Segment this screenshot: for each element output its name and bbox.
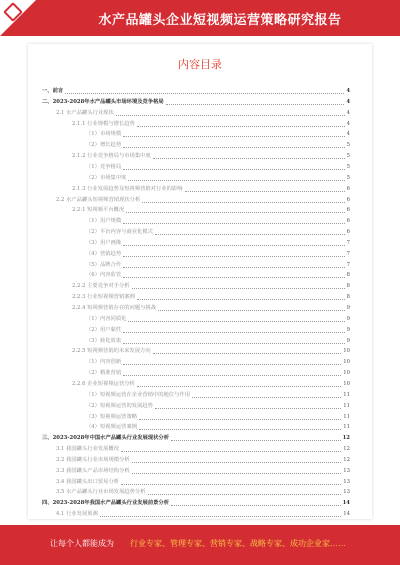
toc-entry-title: （4）短视频运营案例 bbox=[86, 424, 138, 431]
toc-entry[interactable] bbox=[86, 412, 350, 423]
toc-entry-page: 9 bbox=[346, 326, 350, 333]
toc-entry-title: 2.2.6 企业短视频运营分析 bbox=[72, 380, 135, 387]
toc-entry[interactable] bbox=[72, 119, 350, 130]
toc-entry-title: 一、前言 bbox=[42, 88, 64, 94]
toc-entry[interactable] bbox=[72, 281, 350, 292]
toc-entry-page: 14 bbox=[343, 511, 350, 518]
toc-entry-page: 11 bbox=[343, 391, 350, 398]
toc-entry-page: 11 bbox=[343, 424, 350, 431]
toc-leader-dots bbox=[171, 433, 341, 441]
toc-entry[interactable] bbox=[72, 151, 350, 162]
toc-entry-title: 三、2023-2028年中国水产品罐头行业发展现状分析 bbox=[42, 435, 170, 442]
toc-leader-dots bbox=[123, 270, 344, 278]
toc-leader-dots bbox=[65, 86, 344, 94]
toc-entry[interactable] bbox=[56, 487, 350, 498]
toc-entry-page: 9 bbox=[346, 315, 350, 322]
toc-entry-title: 2.2.2 主要竞争对手分析 bbox=[72, 283, 130, 290]
toc-entry-title: （1）竞争格局 bbox=[86, 163, 122, 170]
toc-entry-page: 11 bbox=[343, 413, 350, 420]
toc-entry-page: 13 bbox=[343, 467, 350, 474]
toc-entry-page: 13 bbox=[343, 489, 350, 496]
toc-entry[interactable] bbox=[86, 368, 350, 379]
toc-entry[interactable] bbox=[86, 401, 350, 412]
toc-entry[interactable] bbox=[56, 466, 350, 477]
toc-entry[interactable] bbox=[72, 379, 350, 390]
toc-entry[interactable] bbox=[86, 216, 350, 227]
toc-entry-page: 6 bbox=[346, 229, 350, 236]
toc-leader-dots bbox=[126, 205, 344, 213]
toc-entry-title: （3）用户画像 bbox=[86, 239, 122, 246]
toc-entry-page: 6 bbox=[346, 207, 350, 214]
toc-entry[interactable] bbox=[86, 249, 350, 260]
toc-entry[interactable] bbox=[86, 357, 350, 368]
toc-entry[interactable] bbox=[86, 270, 350, 281]
toc-entry-title: （2）平台内容与商业化模式 bbox=[86, 229, 153, 236]
toc-entry-title: 2.2.4 短视频营销存在的问题与挑战 bbox=[72, 305, 157, 311]
toc-entry-title: 2.2.3 行业短视频营销案例 bbox=[72, 294, 135, 301]
toc-leader-dots bbox=[139, 422, 341, 430]
toc-leader-dots bbox=[137, 292, 345, 300]
toc-leader-dots bbox=[155, 401, 341, 409]
toc-entry-page: 4 bbox=[346, 88, 350, 94]
toc-leader-dots bbox=[171, 498, 341, 506]
toc-leader-dots bbox=[123, 336, 344, 344]
toc-leader-dots bbox=[123, 162, 344, 170]
toc-heading: 内容目录 bbox=[178, 58, 222, 71]
toc-entry-page: 10 bbox=[343, 348, 350, 355]
toc-entry-page: 4 bbox=[346, 120, 350, 127]
toc-entry-title: 2.2.1 短视频平台概况 bbox=[72, 207, 125, 214]
toc-entry-title: （2）短视频运营的发展趋势 bbox=[86, 402, 153, 409]
toc-entry-page: 8 bbox=[346, 272, 350, 279]
toc-entry-title: （2）用户黏性 bbox=[86, 326, 122, 333]
toc-leader-dots bbox=[185, 184, 345, 192]
toc-leader-dots bbox=[139, 412, 341, 420]
toc-leader-dots bbox=[100, 509, 341, 517]
toc-entry-title: 二、2023-2028年水产品罐头市场环境及竞争格局 bbox=[42, 98, 164, 105]
toc-entry-page: 12 bbox=[342, 435, 350, 442]
toc-entry-page: 11 bbox=[343, 402, 350, 409]
toc-entry-title: 3.2 我国罐头行业市场规模分析 bbox=[56, 456, 130, 463]
toc-leader-dots bbox=[123, 357, 341, 365]
toc-entry[interactable] bbox=[56, 509, 350, 520]
toc-leader-dots bbox=[153, 151, 345, 159]
toc-entry[interactable] bbox=[56, 108, 350, 119]
toc-entry[interactable] bbox=[72, 184, 350, 195]
toc-entry-page: 13 bbox=[343, 478, 350, 485]
toc-entry[interactable] bbox=[56, 444, 350, 455]
toc-entry[interactable] bbox=[56, 195, 350, 206]
toc-leader-dots bbox=[123, 249, 344, 257]
toc-entry-page: 7 bbox=[346, 239, 350, 246]
toc-entry-page: 4 bbox=[346, 98, 350, 105]
toc-entry-title: （4）营销趋势 bbox=[86, 250, 122, 257]
toc-leader-dots bbox=[123, 260, 344, 268]
toc-leader-dots bbox=[123, 368, 341, 376]
toc-entry[interactable] bbox=[86, 238, 350, 249]
toc-leader-dots bbox=[137, 119, 345, 127]
toc-leader-dots bbox=[132, 466, 342, 474]
toc-entry[interactable] bbox=[86, 140, 350, 151]
toc-entry-title: 2.1.3 行业发展趋势及短视频营销对行业的影响 bbox=[72, 185, 183, 192]
toc-entry-title: （3）转化效果 bbox=[86, 337, 122, 344]
toc-entry-title: （1）内容同质化 bbox=[86, 315, 127, 322]
toc-entry-title: （2）精准营销 bbox=[86, 370, 122, 377]
toc-entry[interactable] bbox=[86, 336, 350, 347]
toc-entry[interactable] bbox=[86, 162, 350, 173]
toc-leader-dots bbox=[142, 195, 344, 203]
toc-leader-dots bbox=[137, 379, 341, 387]
toc-entry-page: 10 bbox=[343, 359, 350, 366]
toc-entry-page: 4 bbox=[346, 131, 350, 138]
toc-entry-title: （2）增长趋势 bbox=[86, 142, 122, 149]
toc-entry[interactable] bbox=[72, 303, 350, 314]
toc-entry-page: 12 bbox=[343, 446, 350, 453]
toc-entry[interactable] bbox=[86, 173, 350, 184]
toc-entry-title: （2）市场集中度 bbox=[86, 174, 127, 181]
toc-entry-page: 10 bbox=[343, 370, 350, 377]
footer-slogan: 让每个人都能成为 bbox=[50, 539, 114, 548]
toc-entry[interactable] bbox=[42, 433, 350, 444]
toc-entry-title: （1）用户规模 bbox=[86, 218, 122, 225]
toc-entry-page: 10 bbox=[343, 380, 350, 387]
toc-entry[interactable] bbox=[72, 346, 350, 357]
toc-entry-title: （1）市场规模 bbox=[86, 131, 122, 138]
toc-entry[interactable] bbox=[86, 260, 350, 271]
toc-entry[interactable] bbox=[42, 498, 350, 509]
toc-entry-title: （5）品牌合作 bbox=[86, 261, 122, 268]
toc-entry-page: 6 bbox=[346, 196, 350, 203]
toc-leader-dots bbox=[123, 129, 344, 137]
toc-leader-dots bbox=[116, 108, 345, 116]
toc-leader-dots bbox=[132, 281, 345, 289]
toc-entry-title: （3）短视频运营策略 bbox=[86, 413, 138, 420]
toc-entry-title: （1）内容创新 bbox=[86, 359, 122, 366]
toc-entry-page: 5 bbox=[346, 163, 350, 170]
toc-entry[interactable] bbox=[42, 86, 350, 97]
toc-entry[interactable] bbox=[56, 455, 350, 466]
toc-entry-page: 9 bbox=[346, 305, 350, 311]
toc-entry-page: 7 bbox=[346, 261, 350, 268]
toc-entry-page: 6 bbox=[346, 218, 350, 225]
toc-leader-dots bbox=[132, 455, 342, 463]
toc-leader-dots bbox=[123, 238, 344, 246]
toc-entry-title: （6）内容监管 bbox=[86, 272, 122, 279]
footer-roles: 行业专家、管理专家、营销专家、战略专家、成功企业家…… bbox=[130, 539, 346, 548]
toc-entry-title: 3.4 我国罐头出口贸易分析 bbox=[56, 478, 120, 485]
toc-leader-dots bbox=[128, 173, 344, 181]
toc-entry[interactable] bbox=[86, 227, 350, 238]
toc-entry-page: 5 bbox=[346, 153, 350, 160]
toc-entry-title: 2.1.1 行业规模与增长趋势 bbox=[72, 120, 135, 127]
toc-entry-title: 3.1 我国罐头行业发展概况 bbox=[56, 446, 120, 453]
toc-entry-title: 2.1 水产品罐头行业现状 bbox=[56, 109, 114, 116]
toc-leader-dots bbox=[148, 487, 342, 495]
toc-entry-page: 8 bbox=[346, 294, 350, 301]
toc-leader-dots bbox=[121, 477, 341, 485]
brand-logo-corner bbox=[0, 0, 36, 36]
toc-leader-dots bbox=[128, 314, 344, 322]
toc-entry-title: 3.5 水产品罐头行业市场发展趋势分析 bbox=[56, 489, 146, 496]
toc-leader-dots bbox=[123, 216, 344, 224]
toc-entry-title: 2.1.2 行业竞争格局与市场集中度 bbox=[72, 153, 151, 160]
toc-leader-dots bbox=[121, 444, 341, 452]
toc-entry-page: 4 bbox=[346, 109, 350, 116]
toc-entry-page: 6 bbox=[346, 185, 350, 192]
toc-leader-dots bbox=[155, 227, 345, 235]
toc-entry-page: 9 bbox=[346, 337, 350, 344]
toc-entry[interactable] bbox=[86, 390, 350, 401]
toc-leader-dots bbox=[123, 140, 344, 148]
toc-entry-page: 7 bbox=[346, 250, 350, 257]
toc-entry[interactable] bbox=[86, 422, 350, 433]
toc-entry-title: 4.1 行业发展预测 bbox=[56, 511, 98, 518]
toc-leader-dots bbox=[123, 325, 344, 333]
toc-entry-page: 5 bbox=[346, 174, 350, 181]
toc-leader-dots bbox=[166, 97, 345, 105]
document-page bbox=[28, 44, 372, 519]
toc-entry-page: 14 bbox=[342, 500, 350, 507]
toc-entry[interactable] bbox=[86, 325, 350, 336]
toc-entry[interactable] bbox=[72, 292, 350, 303]
toc-entry[interactable] bbox=[56, 477, 350, 488]
toc-leader-dots bbox=[153, 346, 342, 354]
toc-entry[interactable] bbox=[72, 205, 350, 216]
toc-entry-page: 5 bbox=[346, 142, 350, 149]
toc-entry-page: 12 bbox=[343, 456, 350, 463]
report-title: 水产品罐头企业短视频运营策略研究报告 bbox=[98, 12, 342, 27]
toc-entry-title: （1）短视频运营在企业营销中的地位与作用 bbox=[86, 391, 191, 398]
toc-leader-dots bbox=[192, 390, 341, 398]
toc-entry[interactable] bbox=[86, 129, 350, 140]
toc-entry[interactable] bbox=[42, 97, 350, 108]
toc-entry[interactable] bbox=[86, 314, 350, 325]
toc-entry-title: 2.2.5 短视频营销的未来发展方向 bbox=[72, 348, 151, 355]
footer-banner bbox=[0, 525, 400, 565]
toc-entry-page: 8 bbox=[346, 283, 350, 290]
header-banner bbox=[0, 0, 400, 36]
toc-entry-title: 3.3 我国罐头产品市场结构分析 bbox=[56, 467, 130, 474]
toc-entry-title: 四、2023-2028年我国水产品罐头行业发展前景分析 bbox=[42, 500, 170, 507]
toc-entry-title: 2.2 水产品罐头短视频营销现状分析 bbox=[56, 196, 141, 203]
toc-leader-dots bbox=[158, 303, 345, 311]
